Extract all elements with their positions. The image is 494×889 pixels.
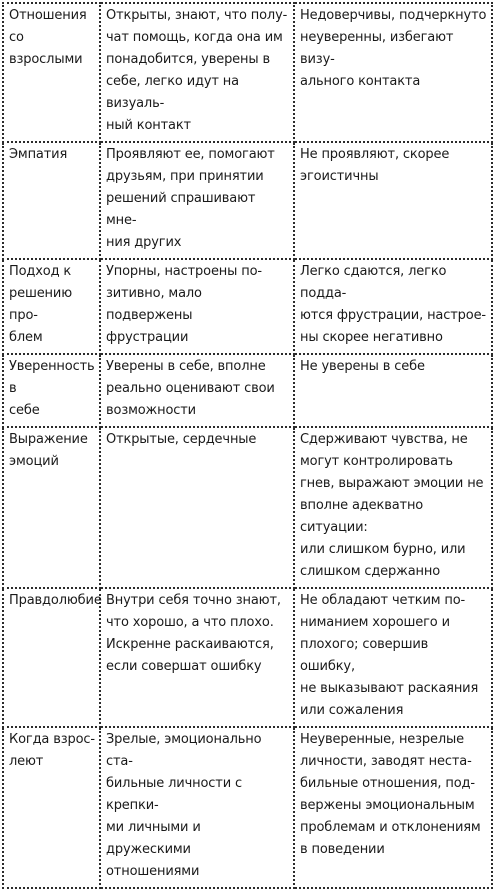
- secure-cell: Упорны, настроены по- зитивно, мало подвержены фрустрации: [100, 259, 294, 354]
- table-row: [3, 427, 492, 588]
- table-row: [3, 259, 492, 354]
- trait-cell: Уверенность в себе: [3, 354, 100, 427]
- trait-cell: Отношения со взрослыми: [3, 3, 100, 142]
- insecure-cell: Не обладают четким по- ниманием хорошего и плохого; совершив ошибку, не выказывают раскаяния или сожаления: [294, 588, 492, 727]
- comparison-table: [2, 2, 493, 889]
- table-row: [3, 3, 492, 142]
- secure-cell: Открытые, сердечные: [100, 427, 294, 588]
- table-row: [3, 354, 492, 427]
- table-row: [3, 727, 492, 888]
- trait-cell: Подход к решению про- блем: [3, 259, 100, 354]
- insecure-cell: Легко сдаются, легко подда- ются фрустрации, настрое- ны скорее негативно: [294, 259, 492, 354]
- secure-cell: Зрелые, эмоционально ста- бильные личности с крепки- ми личными и дружескими отношениями: [100, 727, 294, 888]
- insecure-cell: Не проявляют, скорее эгоистичны: [294, 142, 492, 259]
- trait-cell: Когда взрос- леют: [3, 727, 100, 888]
- secure-cell: Открыты, знают, что полу- чат помощь, когда она им понадобится, уверены в себе, легко идут на визуаль- ный контакт: [100, 3, 294, 142]
- insecure-cell: Неуверенные, незрелые личности, заводят неста- бильные отношения, под- вержены эмоциональным проблемам и отклонениям в поведении: [294, 727, 492, 888]
- secure-cell: Внутри себя точно знают, что хорошо, а что плохо. Искренне раскаиваются, если совершат ошибку: [100, 588, 294, 727]
- table-row: [3, 588, 492, 727]
- trait-cell: Выражение эмоций: [3, 427, 100, 588]
- insecure-cell: Сдерживают чувства, не могут контролировать гнев, выражают эмоции не вполне адекватно ситуации: или слишком бурно, или слишком сдержанно: [294, 427, 492, 588]
- insecure-cell: Недоверчивы, подчеркнуто неуверенны, избегают визу- ального контакта: [294, 3, 492, 142]
- secure-cell: Проявляют ее, помогают друзьям, при принятии решений спрашивают мне- ния других: [100, 142, 294, 259]
- trait-cell: Эмпатия: [3, 142, 100, 259]
- secure-cell: Уверены в себе, вполне реально оценивают свои возможности: [100, 354, 294, 427]
- table-row: [3, 142, 492, 259]
- trait-cell: Правдолюбие: [3, 588, 100, 727]
- insecure-cell: Не уверены в себе: [294, 354, 492, 427]
